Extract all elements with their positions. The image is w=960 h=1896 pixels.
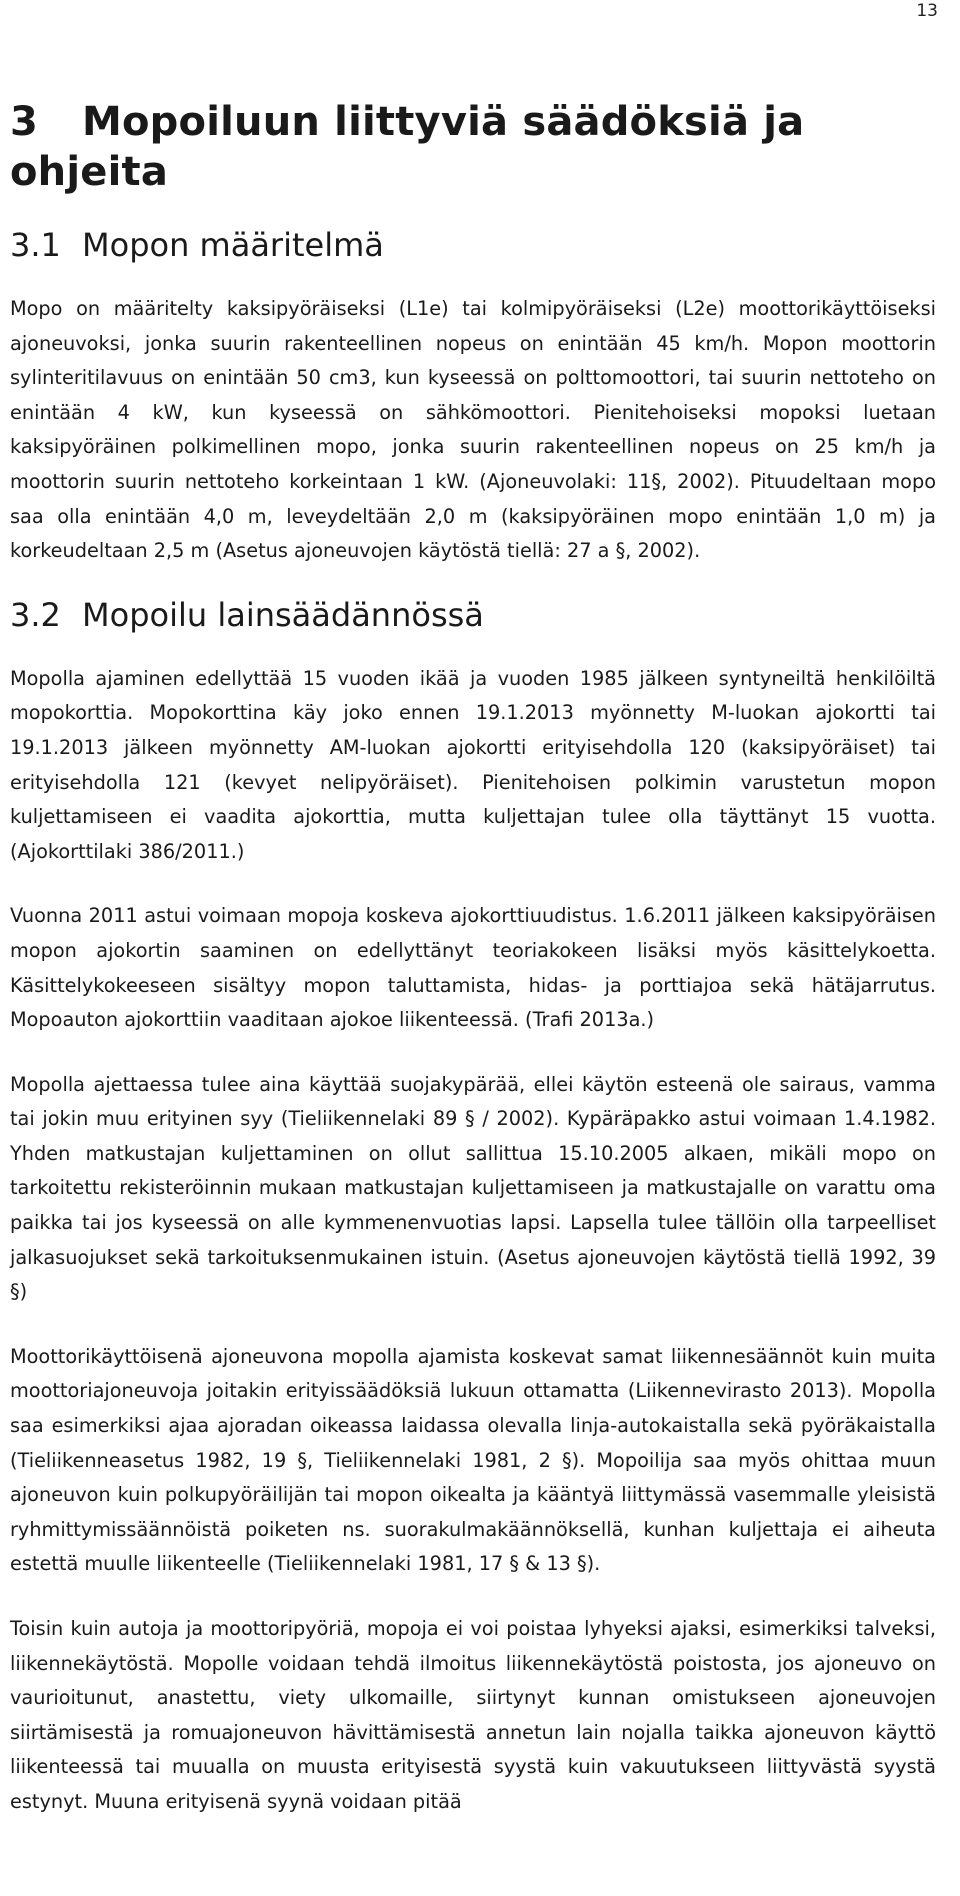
paragraph: Mopolla ajettaessa tulee aina käyttää suojakypärää, ellei käytön esteenä ole sairaus, vamma tai jokin muu erityinen syy (Tieliikennelaki 89 § / 2002). Kypäräpakko astui voimaan 1.4.1982. Yhden matkustajan kuljettaminen on ollut sallittua 15.10.2005 alkaen, mikäli mopo on tarkoitettu rekisteröinnin mukaan matkustajan kuljettamiseen ja matkustajalle on varattu oma paikka tai jos kyseessä on alle kymmenenvuotias lapsi. Lapsella tulee tällöin olla tarpeelliset jalkasuojukset sekä tarkoituksenmukainen istuin. (Asetus ajoneuvojen käytöstä tiellä 1992, 39 §) [10, 1072, 936, 1304]
section-number: 3.2 [10, 595, 61, 634]
page-content [10, 97, 936, 1850]
page-number: 13 [916, 1, 938, 21]
chapter-heading [10, 97, 936, 197]
section-number: 3.1 [10, 226, 61, 264]
section-heading [10, 593, 936, 637]
chapter-number: 3 [10, 99, 39, 145]
chapter-title: Mopoiluun liittyviä säädöksiä ja ohjeita [10, 99, 805, 195]
paragraph: Mopolla ajaminen edellyttää 15 vuoden ikää ja vuoden 1985 jälkeen syntyneiltä henkilöiltä mopokorttia. Mopokorttina käy joko ennen 19.1.2013 myönnetty M-luokan ajokortti tai 19.1.2013 jälkeen myönnetty AM-luokan ajokortti erityisehdolla 120 (kaksipyöräiset) tai erityisehdolla 121 (kevyet nelipyöräiset). Pienitehoisen polkimin varustetun mopon kuljettamiseen ei vaadita ajokorttia, mutta kuljettajan tulee olla täyttänyt 15 vuotta. (Ajokorttilaki 386/2011.) [10, 666, 936, 863]
section-title: Mopoilu lainsäädännössä [82, 595, 484, 634]
paragraph: Toisin kuin autoja ja moottoripyöriä, mopoja ei voi poistaa lyhyeksi ajaksi, esimerkiksi talveksi, liikennekäytöstä. Mopolle voidaan tehdä ilmoitus liikennekäytöstä poistosta, jos ajoneuvo on vaurioitunut, anastettu, viety ulkomaille, siirtynyt kunnan omistukseen ajoneuvojen siirtämisestä ja romuajoneuvon hävittämisestä annetun lain nojalla taikka ajoneuvon käyttö liikenteessä tai muualla on muusta erityisestä syystä kuin vakuutukseen liittyvästä syystä estynyt. Muuna erityisenä syynä voidaan pitää [10, 1617, 936, 1813]
paragraph: Vuonna 2011 astui voimaan mopoja koskeva ajokorttiuudistus. 1.6.2011 jälkeen kaksipyöräisen mopon ajokortin saaminen on edellyttänyt teoriakokeen lisäksi myös käsittelykoetta. Käsittelykokeeseen sisältyy mopon taluttamista, hidas- ja porttiajoa sekä hätäjarrutus. Mopoauton ajokorttiin vaaditaan ajokoe liikenteessä. (Trafi 2013a.) [10, 904, 936, 1032]
section-title: Mopon määritelmä [82, 226, 384, 264]
section-heading [10, 223, 936, 267]
paragraph: Mopo on määritelty kaksipyöräiseksi (L1e) tai kolmipyöräiseksi (L2e) moottorikäyttöiseksi ajoneuvoksi, jonka suurin rakenteellinen nopeus on enintään 45 km/h. Mopon moottorin sylinteritilavuus on enintään 50 cm3, kun kyseessä on polttomoottori, tai suurin nettoteho on enintään 4 kW, kun kyseessä on sähkömoottori. Pienitehoiseksi mopoksi luetaan kaksipyöräinen polkimellinen mopo, jonka suurin rakenteellinen nopeus on 25 km/h ja moottorin suurin nettoteho korkeintaan 1 kW. (Ajoneuvolaki: 11§, 2002). Pituudeltaan mopo saa olla enintään 4,0 m, leveydeltään 2,0 m (kaksipyöräinen mopo enintään 1,0 m) ja korkeudeltaan 2,5 m (Asetus ajoneuvojen käytöstä tiellä: 27 a §, 2002). [10, 297, 936, 563]
paragraph: Moottorikäyttöisenä ajoneuvona mopolla ajamista koskevat samat liikennesäännöt kuin muita moottoriajoneuvoja joitakin erityissäädöksiä lukuun ottamatta (Liikennevirasto 2013). Mopolla saa esimerkiksi ajaa ajoradan oikeassa laidassa olevalla linja-autokaistalla sekä pyöräkaistalla (Tieliikenneasetus 1982, 19 §, Tieliikennelaki 1981, 2 §). Mopoilija saa myös ohittaa muun ajoneuvon kuin polkupyöräilijän tai mopon oikealta ja kääntyä liittymässä vasemmalle yleisistä ryhmittymissäännöistä poiketen ns. suorakulmakäännöksellä, kunhan kuljettaja ei aiheuta estettä muulle liikenteelle (Tieliikennelaki 1981, 17 § & 13 §). [10, 1344, 936, 1576]
